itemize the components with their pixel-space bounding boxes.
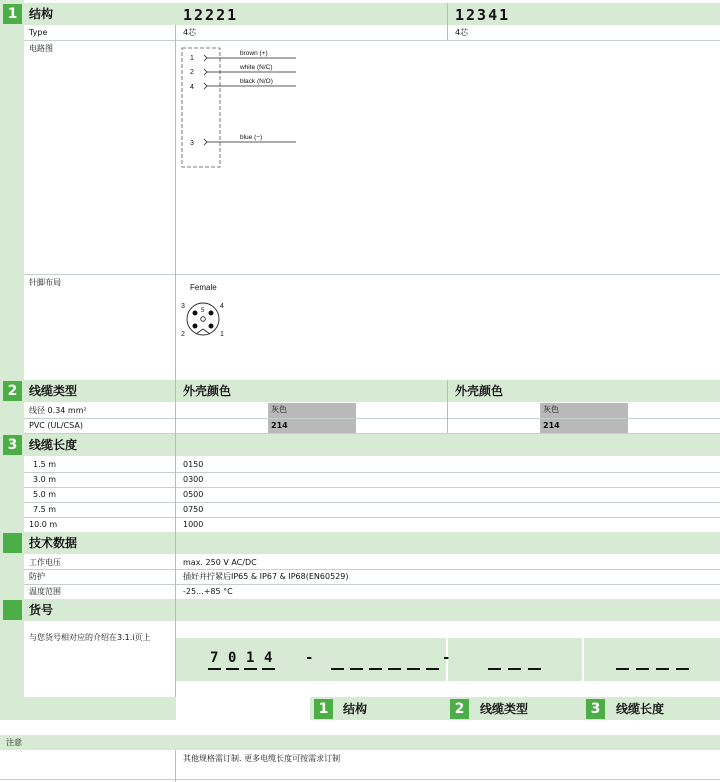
pin-2-label: 2 (190, 69, 194, 76)
legend-label-structure: 结构 (343, 702, 368, 716)
section2-col2-title: 外壳颜色 (455, 384, 504, 398)
tech-temp-value: -25...+85 °C (183, 587, 233, 596)
order-slot-structure (426, 668, 439, 670)
order-slot-length (616, 668, 629, 670)
order-slot-length (676, 668, 689, 670)
order-underline (262, 668, 275, 670)
divider (24, 487, 720, 488)
section3-header (0, 434, 720, 456)
order-slot-length (656, 668, 669, 670)
section2-col1-title: 外壳颜色 (183, 384, 232, 398)
order-slot-structure (407, 668, 420, 670)
section1-header (0, 3, 720, 25)
legend-number-3: 3 (586, 699, 605, 719)
order-underline (244, 668, 257, 670)
wire-blue-label: blue (−) (240, 134, 263, 141)
legend-label-cable: 线缆类型 (480, 702, 529, 716)
order-slot-length (636, 668, 649, 670)
code-0750: 0750 (183, 505, 204, 514)
order-slot-cable (488, 668, 501, 670)
circuit-label: 电路图 (29, 44, 53, 53)
pinout-num-5: 5 (201, 308, 205, 314)
pvc-label: PVC (UL/CSA) (29, 421, 83, 430)
section1-number: 1 (3, 4, 22, 24)
length-3.0m: 3.0 m (33, 475, 57, 484)
pinout-num-4: 4 (220, 303, 224, 310)
notes-label: 注意 (6, 738, 22, 747)
section3-number: 3 (3, 435, 22, 455)
length-5.0m: 5.0 m (33, 490, 57, 499)
section1-title: 结构 (29, 7, 54, 21)
wire-white-label: white (N/C) (240, 64, 273, 71)
circuit-diagram (178, 44, 308, 172)
divider (24, 569, 720, 570)
divider (24, 40, 720, 41)
order-slot-cable (508, 668, 521, 670)
pinout-num-1: 1 (220, 331, 224, 338)
color-name-col2: 灰色 (540, 403, 628, 418)
column-divider-main (175, 25, 176, 697)
order-code-gap-1 (312, 638, 451, 681)
order-note: 与您货号相对应的介绍在3.1.i页上 (29, 633, 151, 642)
pinout-num-2: 2 (181, 331, 185, 338)
section3-title: 线缆长度 (29, 438, 78, 452)
order-legend-white (176, 697, 310, 720)
order-underline (226, 668, 239, 670)
order-slot-cable (528, 668, 541, 670)
pinout-label: 针脚布局 (29, 278, 61, 287)
notes-text: 其他规格需订制. 更多电缆长度可按需求订制 (183, 754, 341, 763)
order-slot-structure (369, 668, 382, 670)
order-digit-1: 1 (246, 650, 255, 666)
order-marker (3, 600, 22, 620)
pinout-num-3: 3 (181, 303, 185, 310)
tech-voltage-label: 工作电压 (29, 558, 61, 567)
legend-number-1: 1 (314, 699, 333, 719)
pinout-connector-icon (178, 298, 228, 340)
type-label: Type (29, 28, 48, 37)
notes-header (0, 735, 720, 750)
order-slot-structure (350, 668, 363, 670)
legend-label-length: 线缆长度 (616, 702, 665, 716)
divider (24, 584, 720, 585)
order-dash-2: - (442, 650, 451, 666)
section2-number: 2 (3, 381, 22, 401)
order-title: 货号 (29, 603, 54, 617)
product-code-12341: 12341 (455, 6, 511, 24)
divider (24, 274, 720, 275)
divider (24, 502, 720, 503)
order-underline (208, 668, 221, 670)
length-1.5m: 1.5 m (33, 460, 57, 469)
wire-black-label: black (N/O) (240, 78, 273, 85)
type-col2: 4芯 (455, 28, 469, 37)
column-divider-main-notes (175, 750, 176, 782)
order-slot-structure (388, 668, 401, 670)
color-name-col1: 灰色 (268, 403, 356, 418)
order-dash-1: - (305, 650, 314, 666)
type-col1: 4芯 (183, 28, 197, 37)
tech-header (0, 532, 720, 554)
order-header (0, 599, 720, 621)
tech-title: 技术数据 (29, 536, 78, 550)
tech-temp-label: 温度范围 (29, 587, 61, 596)
pinout-type: Female (190, 283, 217, 292)
order-digit-7: 7 (210, 650, 219, 666)
code-0150: 0150 (183, 460, 204, 469)
pin-4-label: 4 (190, 84, 194, 91)
divider (0, 779, 720, 780)
order-digit-0: 0 (228, 650, 237, 666)
code-1000: 1000 (183, 520, 204, 529)
pin-1-label: 1 (190, 55, 194, 62)
code-0300: 0300 (183, 475, 204, 484)
column-divider-col2-b (447, 380, 448, 433)
section2-title: 线缆类型 (29, 384, 78, 398)
code-0500: 0500 (183, 490, 204, 499)
tech-voltage-value: max. 250 V AC/DC (183, 558, 257, 567)
tech-protection-label: 防护 (29, 572, 45, 581)
pin-3-label: 3 (190, 140, 194, 147)
column-divider-col2-a (447, 3, 448, 40)
product-code-12221: 12221 (183, 6, 239, 24)
wire-brown-label: brown (+) (240, 50, 268, 57)
length-10.0m: 10.0 m (29, 520, 58, 529)
section2-header (0, 380, 720, 402)
color-code-col1: 214 (268, 419, 356, 433)
order-digit-4: 4 (264, 650, 273, 666)
wire-gauge-label: 线径 0.34 mm² (29, 406, 87, 415)
tech-marker (3, 533, 22, 553)
length-7.5m: 7.5 m (33, 505, 57, 514)
legend-number-2: 2 (450, 699, 469, 719)
divider (24, 472, 720, 473)
divider (24, 517, 720, 518)
order-slot-structure (331, 668, 344, 670)
order-divider-2 (582, 638, 584, 681)
color-code-col2: 214 (540, 419, 628, 433)
tech-protection-value: 插好并拧紧后IP65 & IP67 & IP68(EN60529) (183, 572, 349, 581)
